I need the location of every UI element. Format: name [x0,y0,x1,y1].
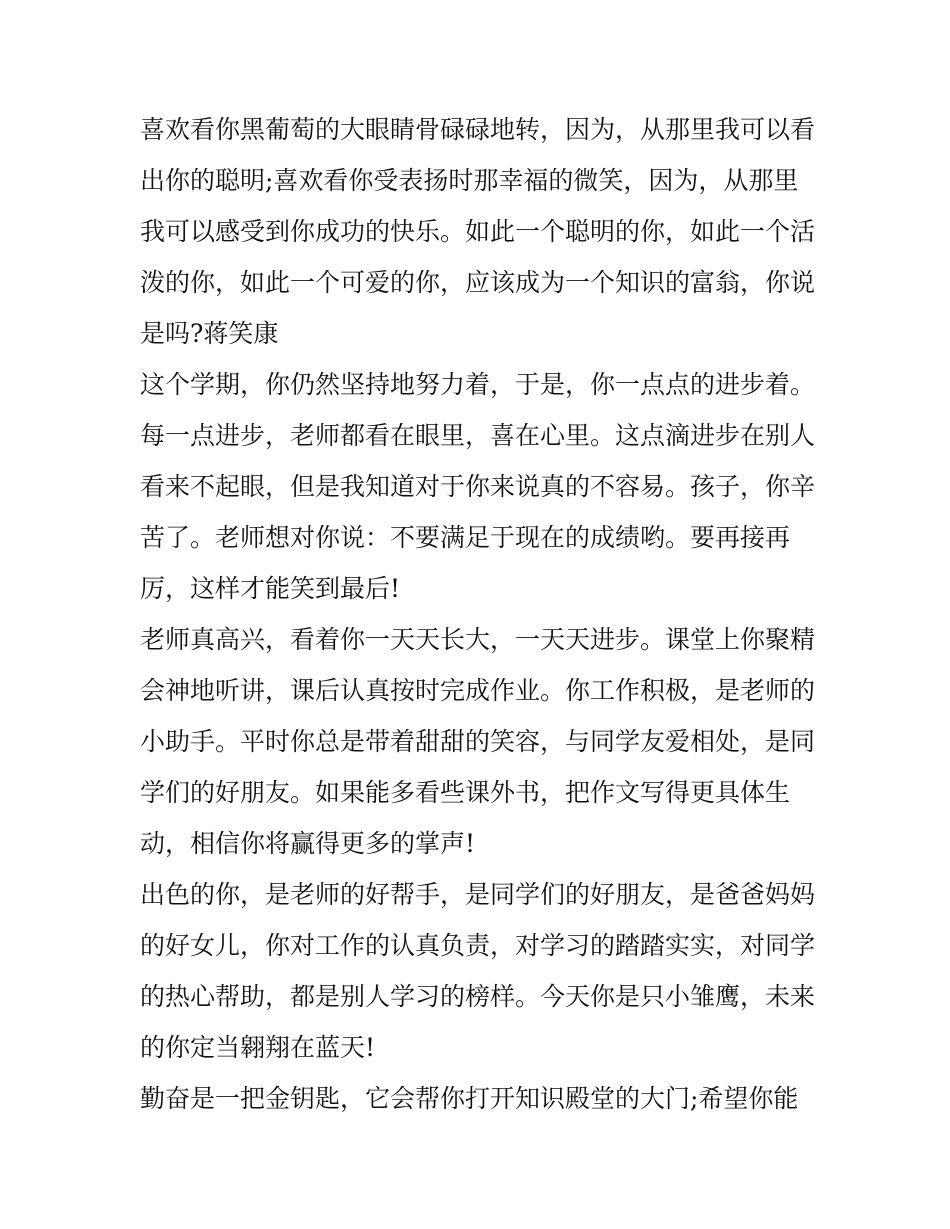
paragraph: 勤奋是一把金钥匙，它会帮你打开知识殿堂的大门;希望你能 [140,1084,799,1113]
paragraph: 出色的你，是老师的好帮手，是同学们的好朋友，是爸爸妈妈的好女儿，你对工作的认真负责，对学习的踏踏实实，对同学的热心帮助，都是别人学习的榜样。今天你是只小雏鹰，未来的你定当翱翔在蓝天! [140,880,816,1062]
paragraph: 老师真高兴，看着你一天天长大，一天天进步。课堂上你聚精会神地听讲，课后认真按时完成作业。你工作积极，是老师的小助手。平时你总是带着甜甜的笑容，与同学友爱相处，是同学们的好朋友。如果能多看些课外书，把作文写得更具体生动，相信你将赢得更多的掌声! [140,625,816,858]
paragraph: 喜欢看你黑葡萄的大眼睛骨碌碌地转，因为，从那里我可以看出你的聪明;喜欢看你受表扬时那幸福的微笑，因为，从那里我可以感受到你成功的快乐。如此一个聪明的你，如此一个活泼的你，如此一个可爱的你，应该成为一个知识的富翁，你说是吗?蒋笑康 [140,115,816,348]
paragraph: 这个学期，你仍然坚持地努力着，于是，你一点点的进步着。每一点进步，老师都看在眼里，喜在心里。这点滴进步在别人看来不起眼，但是我知道对于你来说真的不容易。孩子，你辛苦了。老师想对你说：不要满足于现在的成绩哟。要再接再厉，这样才能笑到最后! [140,370,816,603]
document-body [140,104,816,1124]
